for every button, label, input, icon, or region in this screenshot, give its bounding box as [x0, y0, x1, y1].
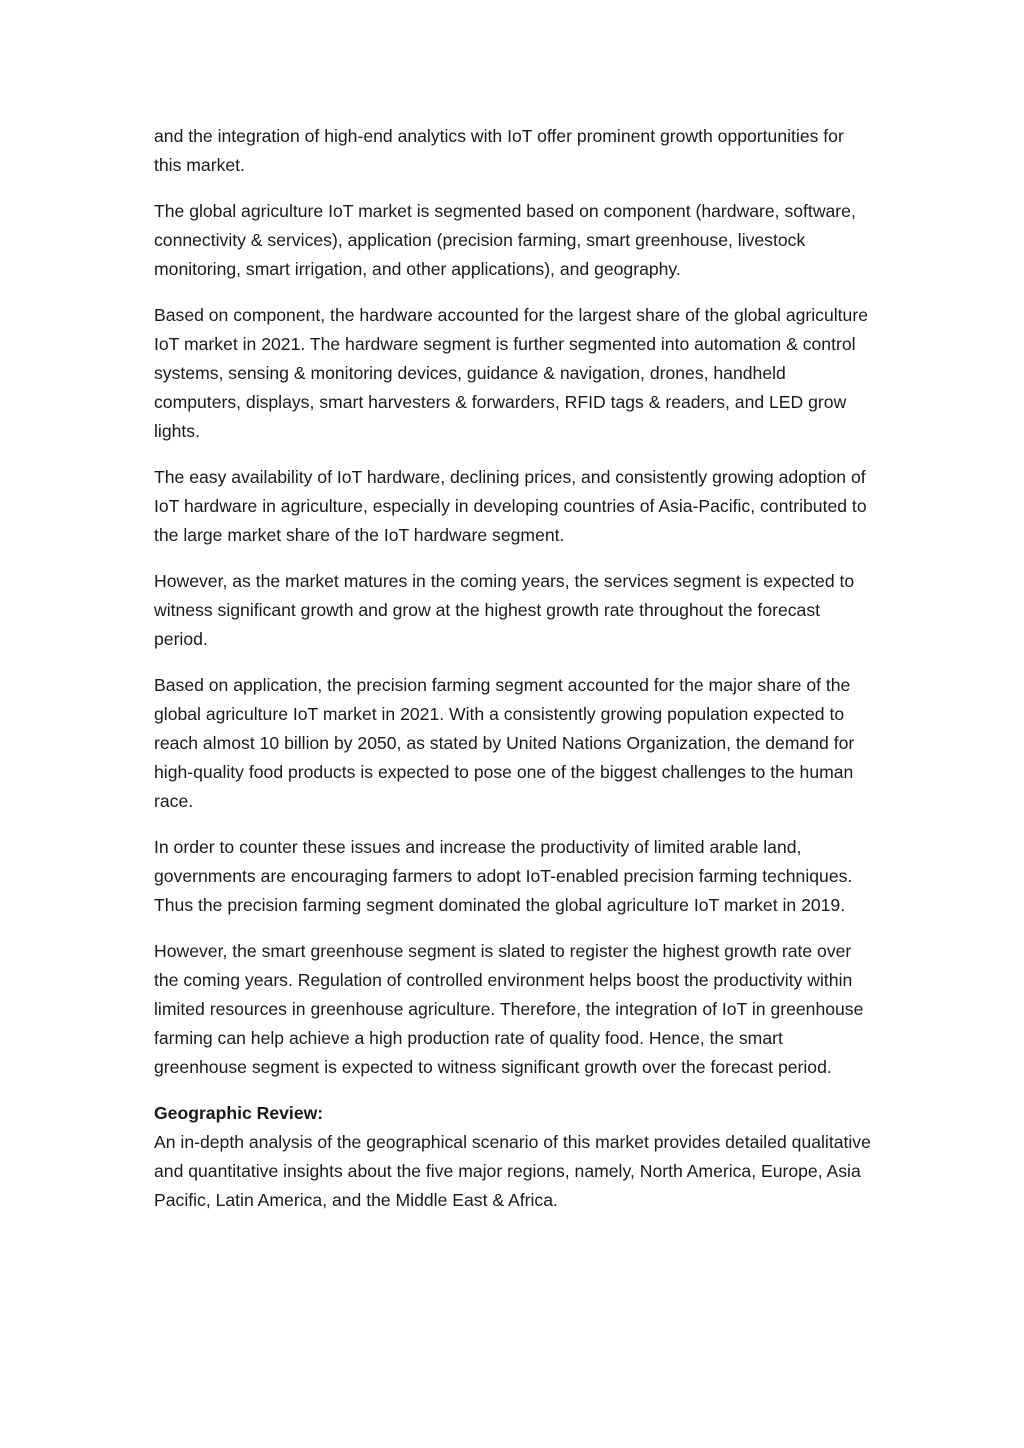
geographic-review-text: An in-depth analysis of the geographical scenario of this market provides detailed qualitative and quantitative insights about the five major regions, namely, North America, Europe, Asia Pacific, Latin America, and the Middle East & Africa. [154, 1132, 871, 1210]
paragraph-7: In order to counter these issues and increase the productivity of limited arable land, governments are encouraging farmers to adopt IoT-enabled precision farming techniques. Thus the precision farming segment dominated the global agriculture IoT market in 2019. [154, 837, 853, 915]
paragraph-5: However, as the market matures in the coming years, the services segment is expected to witness significant growth and grow at the highest growth rate throughout the forecast period. [154, 571, 855, 649]
paragraph-1: and the integration of high-end analytics with IoT offer prominent growth opportunities for this market. [154, 126, 844, 175]
paragraph-3: Based on component, the hardware accounted for the largest share of the global agriculture IoT market in 2021. The hardware segment is further segmented into automation & control systems, sensing & monitoring devices, guidance & navigation, drones, handheld computers, displays, smart harvesters & forwarders, RFID tags & readers, and LED grow lights. [154, 305, 868, 441]
paragraph-2: The global agriculture IoT market is segmented based on component (hardware, software, connectivity & services), application (precision farming, smart greenhouse, livestock monitoring, smart irrigation, and other applications), and geography. [154, 201, 856, 279]
paragraph-6: Based on application, the precision farming segment accounted for the major share of the global agriculture IoT market in 2021. With a consistently growing population expected to reach almost 10 billion by 2050, as stated by United Nations Organization, the demand for high-quality food products is expected to pose one of the biggest challenges to the human race. [154, 675, 855, 811]
paragraph-8: However, the smart greenhouse segment is slated to register the highest growth rate over the coming years. Regulation of controlled environment helps boost the productivity within limited resources in greenhouse agriculture. Therefore, the integration of IoT in greenhouse farming can help achieve a high production rate of quality food. Hence, the smart greenhouse segment is expected to witness significant growth over the forecast period. [154, 941, 864, 1077]
document-page [154, 122, 876, 1232]
paragraph-4: The easy availability of IoT hardware, declining prices, and consistently growing adoption of IoT hardware in agriculture, especially in developing countries of Asia-Pacific, contributed to the large market share of the IoT hardware segment. [154, 467, 867, 545]
geographic-review-heading: Geographic Review: [154, 1103, 324, 1123]
